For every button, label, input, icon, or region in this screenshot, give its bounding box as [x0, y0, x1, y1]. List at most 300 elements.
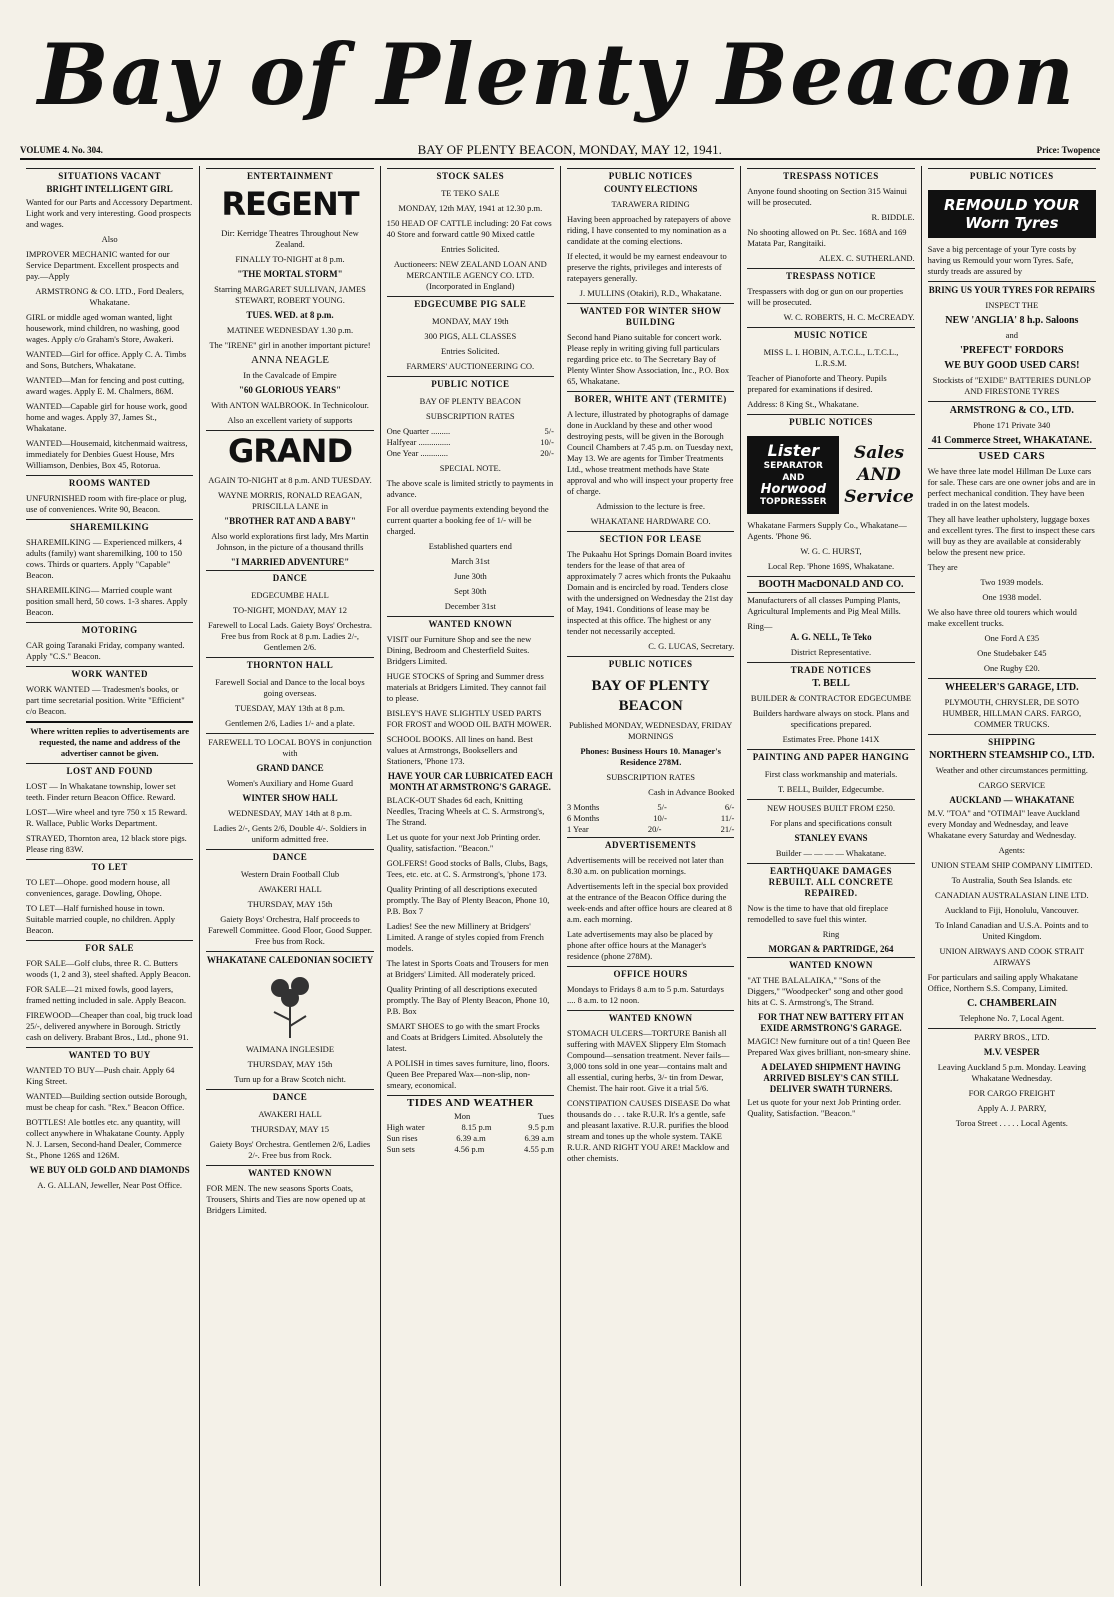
tide-value: 4.56 p.m	[454, 1144, 485, 1154]
ad-text: A POLISH in times saves furniture, lino, floors. Queen Bee Prepared Wax—non-slip, non-smeary, economical.	[386, 1058, 550, 1090]
lister-product: TOPDRESSER	[760, 497, 827, 507]
horwood-brand: Horwood	[760, 482, 827, 497]
section-heading: WANTED KNOWN	[567, 1010, 734, 1026]
ad-text: Builder — — — — Whakatane.	[775, 848, 887, 858]
ad-heading: T. BELL	[812, 678, 850, 689]
ad-heading: A DELAYED SHIPMENT HAVING ARRIVED BISLEY'S CAN STILL DELIVER SWATH TURNERS.	[761, 1062, 901, 1094]
column-entertainment	[200, 166, 380, 1586]
ad-text: Turn up for a Braw Scotch nicht.	[234, 1074, 346, 1084]
rate-row	[567, 824, 734, 835]
ad-text: LOST—Wire wheel and tyre 750 x 15 Reward. R. Wallace, Public Works Department.	[26, 807, 188, 828]
rate-value: 20/-	[540, 448, 554, 458]
ad-text: Quality Printing of all descriptions executed promptly. The Bay of Plenty Beacon, Phone 10, P.B. Box	[386, 984, 550, 1016]
column-situations	[20, 166, 200, 1586]
ad-text: The latest in Sports Coats and Trousers for men at Bridgers' Limited. All moderately priced.	[386, 958, 549, 979]
ad-text: FIREWOOD—Cheaper than coal, big truck load 25/-, delivered anywhere in Borough. Strictly cash on delivery. Brabant Bros., Ltd., phone 91.	[26, 1010, 193, 1042]
section-heading: OFFICE HOURS	[567, 966, 734, 982]
ad-text: Whakatane Farmers Supply Co., Whakatane— Agents. 'Phone 96.	[747, 520, 907, 541]
ad-heading: WE BUY OLD GOLD AND DIAMONDS	[29, 1165, 190, 1175]
masthead	[0, 18, 1114, 130]
ad-text: AWAKERI HALL	[258, 1109, 322, 1119]
ad-text: WANTED—Housemaid, kitchenmaid waitress, immediately for Denbies Guest House, Mrs Williamson, Denbies, Box 45, Rotorua.	[26, 438, 188, 470]
ad-text: WEDNESDAY, MAY 14th at 8 p.m.	[227, 808, 353, 818]
section-heading: SECTION FOR LEASE	[567, 531, 734, 547]
ad-text: FOR MEN. The new seasons Sports Coats, Trousers, Shirts and Ties are now opened up at Bridgers Limited.	[206, 1183, 366, 1215]
ad-text: With ANTON WALBROOK. In Technicolour.	[211, 400, 369, 410]
ad-text: The above scale is limited strictly to payments in advance.	[386, 478, 554, 499]
tide-label: Sun rises	[386, 1133, 418, 1143]
ad-text: WHAKATANE HARDWARE CO.	[590, 516, 711, 526]
ad-text: MONDAY, MAY 19th	[432, 316, 509, 326]
ad-heading: GRAND DANCE	[256, 763, 324, 773]
section-heading: WORK WANTED	[26, 666, 193, 682]
ad-text: UNFURNISHED room with fire-place or plug, use of conveniences. Write 90, Beacon.	[26, 493, 187, 514]
ad-text: EDGECUMBE HALL	[251, 590, 329, 600]
ad-text: TARAWERA RIDING	[611, 199, 690, 209]
ad-text: The Pukaahu Hot Springs Domain Board invites tenders for the lease of that area of approximately 7 acres which fronts the Pukaahu Domain and is encircled by road. Tenders close with the undersigned on Wednesday the 21st day of May, 1941. Conditions of lease may be inspected at this office. The highest or any tender not necessarily accepted.	[566, 549, 734, 636]
ad-text: LOST — In Whakatane township, lower set teeth. Finder return Beacon Office. Reward.	[26, 781, 176, 802]
ad-text: Advertisements left in the special box provided at the entrance of the Beacon Office during the week-ends and after office hours are cleared at 8 a.m. each morning.	[566, 881, 733, 924]
section-heading: DANCE	[206, 1089, 373, 1105]
ad-text: CONSTIPATION CAUSES DISEASE Do what thousands do . . . take R.U.R. It's a gentle, safe and pleasant laxative. R.U.R. purifies the blood stream and tones up the whole system. TAKE R.U.R. AND RIGHT YOU ARE! Macklow and other chemists.	[566, 1098, 731, 1163]
rate-label: Halfyear ...............	[386, 437, 451, 447]
ad-text: ARMSTRONG & CO. LTD., Ford Dealers, Whakatane.	[35, 286, 184, 307]
section-heading: STOCK SALES	[387, 168, 554, 184]
section-heading: WANTED KNOWN	[387, 616, 554, 632]
ad-text: BOTTLES! Ale bottles etc. any quantity, will collect anywhere in Whakatane County. Apply N. J. Larsen, Second-hand Dealer, Commerce St., Phone 126S and 126M.	[26, 1117, 185, 1160]
ad-text: Gentlemen 2/6, Ladies 1/- and a plate.	[225, 718, 355, 728]
rate-label: One Quarter .........	[386, 426, 451, 436]
ad-text: Admission to the lecture is free.	[596, 501, 705, 511]
section-heading: TRESPASS NOTICES	[747, 168, 914, 184]
ad-text: Entries Solicited.	[441, 244, 500, 254]
film-title: "THE MORTAL STORM"	[237, 269, 343, 279]
ad-text: SUBSCRIPTION RATES	[426, 411, 515, 421]
ad-text: March 31st	[451, 556, 490, 566]
ad-text: and	[1005, 330, 1018, 340]
ad-text: Late advertisements may also be placed by phone after office hours at the Manager's residence (phone 278M).	[566, 929, 713, 961]
section-heading: DANCE	[206, 849, 373, 865]
ad-text: CANADIAN AUSTRALASIAN LINE LTD.	[935, 890, 1089, 900]
section-heading: EDGECUMBE PIG SALE	[387, 296, 554, 312]
ad-text: STRAYED, Thornton area, 12 black store pigs. Please ring 83W.	[26, 833, 187, 854]
ad-text: Gaiety Boys' Orchestra, Half proceeds to Farewell Committee. Good Floor, Good Supper. Free bus from Rock.	[208, 914, 372, 946]
ad-text: PARRY BROS., LTD.	[928, 1028, 1096, 1043]
lister-ad	[747, 436, 914, 514]
ad-text: TUESDAY, MAY 13th at 8 p.m.	[235, 703, 345, 713]
ad-text: J. MULLINS (Otakiri), R.D., Whakatane.	[579, 288, 722, 298]
ad-text: Ladies 2/-, Gents 2/6, Double 4/-. Soldiers in uniform admitted free.	[213, 823, 367, 844]
ad-text: Also	[101, 234, 118, 244]
ad-heading: M.V. VESPER	[983, 1047, 1040, 1057]
rate-row	[387, 437, 554, 448]
ad-text: UNION AIRWAYS AND COOK STRAIT AIRWAYS	[939, 946, 1085, 967]
ad-text: TE TEKO SALE	[441, 188, 500, 198]
ad-heading: WE BUY GOOD USED CARS!	[944, 360, 1080, 371]
ad-text: Gaiety Boys' Orchestra. Gentlemen 2/6, Ladies 2/-. Free bus from Rock.	[209, 1139, 371, 1160]
ad-text: Western Drain Football Club	[240, 869, 340, 879]
ad-text: MONDAY, 12th MAY, 1941 at 12.30 p.m.	[398, 203, 543, 213]
sales-service-logo: Sales AND Service	[844, 443, 914, 507]
ad-text: One Rugby £20.	[983, 663, 1040, 673]
volume-number: VOLUME 4. No. 304.	[20, 145, 103, 155]
ad-text: VISIT our Furniture Shop and see the new Dining, Bedroom and Chesterfield Suites. Bridgers Limited.	[386, 634, 532, 666]
ad-text: MATINEE WEDNESDAY 1.30 p.m.	[226, 325, 354, 335]
ad-text: TO LET—Ohope. good modern house, all conveniences, garage. Dowling, Ohope.	[26, 877, 171, 898]
tide-value: 4.55 p.m	[523, 1144, 554, 1154]
lister-and: AND	[782, 473, 805, 483]
tide-col: Tues	[537, 1111, 554, 1121]
ad-text: Weather and other circumstances permitting.	[935, 765, 1088, 775]
section-heading: WANTED TO BUY	[26, 1047, 193, 1063]
tide-label: Sun sets	[386, 1144, 415, 1154]
ad-text: Wanted for our Parts and Accessory Department. Light work and very interesting. Good prospects and wages.	[26, 197, 193, 229]
ad-text: Save a big percentage of your Tyre costs by having us Remould your worn Tyres. Safe, sturdy treads are assured by	[927, 244, 1077, 276]
ad-text: For particulars and sailing apply Whakatane Office, Northern S.S. Company, Limited.	[927, 972, 1078, 993]
ad-text: Farewell Social and Dance to the local boys going overseas.	[215, 677, 365, 698]
ad-heading: BRIGHT INTELLIGENT GIRL	[46, 184, 173, 194]
ad-heading: NORTHERN STEAMSHIP CO., LTD.	[929, 750, 1095, 761]
ad-text: Telephone No. 7, Local Agent.	[959, 1013, 1065, 1023]
ad-text: Phone 171 Private 340	[973, 420, 1051, 430]
remould-logo: REMOULD YOUR Worn Tyres	[928, 190, 1096, 238]
regent-logo: REGENT	[221, 185, 359, 223]
rate-value: 10/-	[540, 437, 554, 447]
ad-heading: STANLEY EVANS	[794, 833, 868, 843]
dateline	[20, 142, 1100, 160]
ad-heading: WINTER SHOW HALL	[242, 793, 338, 803]
ad-text: If elected, it would be my earnest endeavour to preserve the rights, privileges and interests of ratepayers generally.	[566, 251, 727, 283]
rate-label: One Year .............	[386, 448, 449, 458]
ad-text: W. G. C. HURST,	[800, 546, 862, 556]
ad-heading: TUES. WED. at 8 p.m.	[246, 310, 334, 320]
section-heading: WANTED KNOWN	[206, 1165, 373, 1181]
ad-text: A lecture, illustrated by photographs of damage done in Auckland by these and other wood destroying pests, will be given in the Borough Council Chambers at 7.45 p.m. on Tuesday next, May 13. We are agents for Timber Treatments Ltd., whose treatment methods have State approval and who will inspect your property free of charge.	[566, 409, 734, 496]
ad-text: Let us quote for your next Job Printing order. Quality, satisfaction. "Beacon."	[386, 832, 541, 853]
ad-text: HUGE STOCKS of Spring and Summer dress materials at Bridgers Limited. They cannot fail to please.	[386, 671, 547, 703]
rate-label: 3 Months	[566, 802, 600, 812]
ad-text: Let us quote for your next Job Printing order. Quality, Satisfaction. "Beacon."	[747, 1097, 902, 1118]
rate-label: 6 Months	[566, 813, 600, 823]
ad-text: Trespassers with dog or gun on our properties will be prosecuted.	[747, 286, 904, 307]
ad-text: THURSDAY, MAY 15th	[247, 1059, 333, 1069]
ad-text: They are	[927, 562, 958, 572]
lister-brand: Lister	[767, 441, 820, 460]
ad-text: District Representative.	[790, 647, 872, 657]
ad-heading: AUCKLAND — WHAKATANE	[949, 795, 1075, 805]
ad-text: We also have three old tourers which would make excellent trucks.	[927, 607, 1077, 628]
column-public-notices	[561, 166, 741, 1586]
ad-text: BLACK-OUT Shades 6d each, Knitting Needles, Tracing Wheels at C. S. Armstrong's, The Strand.	[386, 795, 545, 827]
section-heading: THORNTON HALL	[206, 657, 373, 673]
section-heading: PUBLIC NOTICE	[387, 376, 554, 392]
ad-text: BAY OF PLENTY BEACON	[419, 396, 521, 406]
section-heading: TO LET	[26, 859, 193, 875]
rate-value: 11/-	[720, 813, 735, 823]
tide-value: 6.39 a.m	[456, 1133, 486, 1143]
ad-heading: COUNTY ELECTIONS	[603, 184, 698, 194]
ad-text: Local Rep. 'Phone 169S, Whakatane.	[767, 561, 895, 571]
section-heading: PUBLIC NOTICES	[928, 168, 1096, 184]
section-heading: WANTED FOR WINTER SHOW BUILDING	[567, 303, 734, 330]
section-heading: EARTHQUAKE DAMAGES REBUILT. ALL CONCRETE REPAIRED.	[747, 863, 914, 901]
ad-text: They all have leather upholstery, luggage boxes and excellent tyres. The first to inspect these cars will buy as they are available at considerably below the present new price.	[927, 514, 1095, 557]
lister-logo	[747, 436, 839, 514]
lister-product: SEPARATOR	[763, 461, 823, 471]
rate-value: 20/-	[647, 824, 662, 834]
section-heading: ENTERTAINMENT	[206, 168, 373, 184]
issue-date: BAY OF PLENTY BEACON, MONDAY, MAY 12, 1941.	[417, 142, 722, 157]
ad-text: FINALLY TO-NIGHT at 8 p.m.	[235, 254, 345, 264]
ad-text: Ladies! See the new Millinery at Bridgers' Limited. A range of styles copied from French models.	[386, 921, 544, 953]
ad-text: Advertisements will be received not later than 8.30 a.m. on publication mornings.	[566, 855, 724, 876]
ad-text: MISS L. I. HOBIN, A.T.C.L., L.T.C.L., L.R.S.M.	[763, 347, 899, 368]
ad-text: ALEX. C. SUTHERLAND.	[819, 253, 915, 263]
tide-row	[387, 1144, 554, 1155]
ad-text: TO-NIGHT, MONDAY, MAY 12	[232, 605, 348, 615]
ad-text: WANTED—Man for fencing and post cutting, award wages. Apply E. M. Chalmers, 86M.	[26, 375, 185, 396]
ad-text: WANTED TO BUY—Push chair. Apply 64 King Street.	[26, 1065, 175, 1086]
ad-text: One 1938 model.	[982, 592, 1042, 602]
section-heading: WANTED KNOWN	[747, 957, 914, 973]
ad-text: AWAKERI HALL	[258, 884, 322, 894]
tide-value: 9.5 p.m	[528, 1122, 554, 1132]
tide-row	[387, 1133, 554, 1144]
ad-text: Teacher of Pianoforte and Theory. Pupils prepared for examinations if desired.	[747, 373, 887, 394]
ad-heading: WHAKATANE CALEDONIAN SOCIETY	[206, 951, 373, 966]
price: Price: Twopence	[1036, 145, 1100, 155]
ad-text: Cash in Advance Booked	[648, 787, 735, 797]
section-heading: FOR SALE	[26, 940, 193, 956]
ad-text: STOMACH ULCERS—TORTURE Banish all suffering with MAVEX Slippery Elm Stomach Compound—sensation treatment. Never fails—3,000 tons sold in one year—contains malt and all essential, curing herbs, 3/- tin from Dewar, Chemist. The hair root. Give it a trial 5/6.	[566, 1028, 730, 1093]
column-stock-sales	[381, 166, 561, 1586]
ad-text: BUILDER & CONTRACTOR EDGECUMBE	[750, 693, 912, 703]
tide-value: 6.39 a.m	[524, 1133, 554, 1143]
notice-text: Where written replies to advertisements are requested, the name and address of the advertiser cannot be given.	[26, 721, 193, 759]
ad-text: WAIMANA INGLESIDE	[245, 1044, 335, 1054]
ad-heading: A. G. NELL, Te Teko	[790, 632, 872, 642]
section-heading: TRESPASS NOTICE	[747, 268, 914, 284]
ad-text: C. G. LUCAS, Secretary.	[648, 641, 735, 651]
tide-label: High water	[386, 1122, 425, 1132]
ad-heading: BRING US YOUR TYRES FOR REPAIRS	[928, 281, 1096, 296]
ad-text: Builders hardware always on stock. Plans and specifications prepared.	[752, 708, 910, 729]
beacon-banner: BAY OF PLENTY BEACON	[591, 678, 710, 714]
section-heading: ROOMS WANTED	[26, 475, 193, 491]
rate-row	[567, 813, 734, 824]
ad-text: Leaving Auckland 5 p.m. Monday. Leaving Whakatane Wednesday.	[937, 1062, 1086, 1083]
ad-text: MAGIC! New furniture out of a tin! Queen Bee Prepared Wax gives brilliant, non-smeary shine.	[747, 1036, 911, 1057]
section-heading: PUBLIC NOTICES	[747, 414, 914, 430]
ad-text: Established quarters end	[428, 541, 512, 551]
ad-text: WANTED—Girl for office. Apply C. A. Timbs and Sons, Butchers, Whakatane.	[26, 349, 187, 370]
ad-text: BISLEY'S HAVE SLIGHTLY USED PARTS FOR FROST and WOOD OIL BATH MOWER.	[386, 708, 552, 729]
ad-text: SPECIAL NOTE.	[439, 463, 501, 473]
ad-text: IMPROVER MECHANIC wanted for our Service Department. Excellent prospects and pay.—Apply	[26, 249, 179, 281]
ad-text: One Studebaker £45	[977, 648, 1047, 658]
ad-text: Entries Solicited.	[441, 346, 500, 356]
ad-text: Mondays to Fridays 8 a.m to 5 p.m. Saturdays .... 8 a.m. to 12 noon.	[566, 984, 724, 1005]
section-heading: MUSIC NOTICE	[747, 327, 914, 343]
ad-text: Auckland to Fiji, Honolulu, Vancouver.	[944, 905, 1079, 915]
ad-text: December 31st	[444, 601, 496, 611]
ad-text: Toroa Street . . . . . Local Agents.	[955, 1118, 1068, 1128]
section-heading: DANCE	[206, 570, 373, 586]
ad-text: Agents:	[998, 845, 1026, 855]
ad-text: "AT THE BALALAIKA," "Sons of the Diggers," "Woodpecker" song and other good hits at C. S. Armstrong's, The Strand.	[747, 975, 903, 1007]
section-heading: LOST AND FOUND	[26, 763, 193, 779]
rate-value: 5/-	[657, 802, 667, 812]
ad-text: Ring—	[747, 621, 773, 631]
section-heading: TRADE NOTICES	[747, 662, 914, 678]
tide-value: 8.15 p.m	[461, 1122, 492, 1132]
ad-text: Manufacturers of all classes Pumping Plants, Agricultural Implements and Pig Meal Mills.	[747, 595, 901, 616]
section-heading: MOTORING	[26, 622, 193, 638]
ad-text: R. BIDDLE.	[871, 212, 915, 222]
ad-text: WAYNE MORRIS, RONALD REAGAN, PRISCILLA LANE in	[218, 490, 362, 511]
ad-text: W. C. ROBERTS, H. C. McCREADY.	[783, 312, 915, 322]
ad-text: 300 PIGS, ALL CLASSES	[424, 331, 517, 341]
ad-text: T. BELL, Builder, Edgecumbe.	[778, 784, 884, 794]
ad-text: 150 HEAD OF CATTLE including: 20 Fat cows 40 Store and forward cattle 90 Mixed cattle	[386, 218, 552, 239]
ad-heading: NEW 'ANGLIA' 8 h.p. Saloons	[945, 315, 1079, 326]
tide-header	[387, 1111, 554, 1122]
ad-text: UNION STEAM SHIP COMPANY LIMITED.	[931, 860, 1093, 870]
ad-text: PLYMOUTH, CHRYSLER, DE SOTO HUMBER, HILLMAN CARS. FARGO, COMMER TRUCKS.	[942, 697, 1082, 729]
ad-text: Farewell to Local Lads. Gaiety Boys' Orchestra. Free bus from Rock at 8 p.m. Ladies 2/-, Gentlemen 2/6.	[208, 620, 372, 652]
ad-text: Also world explorations first lady, Mrs Martin Johnson, in the picture of a thousand thrills	[211, 531, 369, 552]
tide-row	[387, 1122, 554, 1133]
ad-heading: WHEELER'S GARAGE, LTD.	[928, 678, 1096, 693]
ad-heading: C. CHAMBERLAIN	[967, 998, 1057, 1009]
ad-text: AGAIN TO-NIGHT at 8 p.m. AND TUESDAY.	[208, 475, 372, 485]
ad-heading: 'PREFECT' FORDORS	[960, 345, 1064, 356]
ad-text: Also an excellent variety of supports	[227, 415, 353, 425]
ad-text: Quality Printing of all descriptions executed promptly. The Bay of Plenty Beacon, Phone 10, P.B. Box 7	[386, 884, 550, 916]
film-title: "BROTHER RAT AND A BABY"	[224, 516, 356, 526]
ad-text: Stockists of "EXIDE" BATTERIES DUNLOP AND FIRESTONE TYRES	[932, 375, 1091, 396]
rate-value: 21/-	[720, 824, 735, 834]
ad-heading: ARMSTRONG & CO., LTD.	[928, 401, 1096, 416]
rate-row	[387, 448, 554, 459]
ad-text: To Australia, South Sea Islands. etc	[951, 875, 1073, 885]
rate-value: 5/-	[544, 426, 554, 436]
ad-text: To Inland Canadian and U.S.A. Points and to United Kingdom.	[935, 920, 1089, 941]
ad-text: WANTED—Capable girl for house work, good home and wages. Apply 37, James St., Whakatane.	[26, 401, 187, 433]
section-heading: ADVERTISEMENTS	[567, 837, 734, 853]
section-heading: TIDES AND WEATHER	[387, 1095, 554, 1111]
ad-text: SMART SHOES to go with the smart Frocks and Coats at Bridgers Limited. Absolutely the latest.	[386, 1021, 543, 1053]
rate-label: 1 Year	[566, 824, 589, 834]
thistle-icon	[260, 970, 320, 1040]
section-heading: PAINTING AND PAPER HANGING	[747, 749, 914, 765]
ad-text: Women's Auxiliary and Home Guard	[227, 778, 353, 788]
ad-text: In the Cavalcade of Empire	[243, 370, 337, 380]
ad-text: A. G. ALLAN, Jeweller, Near Post Office.	[37, 1180, 182, 1190]
ad-text: One Ford A £35	[984, 633, 1040, 643]
newspaper-title: Bay of Plenty Beacon	[37, 24, 1077, 124]
ad-text: M.V. "TOA" and "OTIMAI" leave Auckland every Monday and Wednesday, and leave Whakatane every Saturday and Wednesday.	[927, 808, 1080, 840]
ad-text: Two 1939 models.	[980, 577, 1044, 587]
column-trespass	[741, 166, 921, 1586]
ad-text: Estimates Free. Phone 141X	[782, 734, 880, 744]
rate-row	[567, 802, 734, 813]
ad-text: WORK WANTED — Tradesmen's books, or part time secretarial position. Write "Efficient" c/o Beacon.	[26, 684, 185, 716]
rate-value: 10/-	[653, 813, 667, 823]
ad-text: Sept 30th	[454, 586, 487, 596]
ad-text: Ring	[822, 929, 840, 939]
tide-col: Mon	[454, 1111, 471, 1121]
film-title: "I MARRIED ADVENTURE"	[230, 557, 350, 567]
ad-text: GOLFERS! Good stocks of Balls, Clubs, Bags, Tees, etc. etc. at C. S. Armstrong's, 'phone 173.	[386, 858, 548, 879]
ad-text: NEW HOUSES BUILT FROM £250.	[747, 799, 914, 814]
ad-text: Having been approached by ratepayers of above riding, I have consented to my nomination as a candidate at the coming elections.	[566, 214, 731, 246]
column-motoring-shipping	[922, 166, 1102, 1586]
columns	[20, 166, 1102, 1586]
ad-heading: FOR THAT NEW BATTERY FIT AN EXIDE ARMSTRONG'S GARAGE.	[758, 1012, 904, 1033]
ad-text: GIRL or middle aged woman wanted, light housework, mind children, no washing, good wages. Apply c/o Graham's Store, Awakeri.	[26, 312, 180, 344]
ad-text: First class workmanship and materials.	[764, 769, 898, 779]
ad-text: Published MONDAY, WEDNESDAY, FRIDAY MORNINGS	[569, 720, 733, 741]
ad-text: Starring MARGARET SULLIVAN, JAMES STEWART, ROBERT YOUNG.	[214, 284, 366, 305]
section-heading: BORER, WHITE ANT (TERMITE)	[567, 391, 734, 407]
film-title: "60 GLORIOUS YEARS"	[238, 385, 342, 395]
section-heading: PUBLIC NOTICES	[567, 168, 734, 184]
ad-text: Auctioneers: NEW ZEALAND LOAN AND MERCANTILE AGENCY CO. LTD. (Incorporated in England)	[393, 259, 547, 291]
ad-text: CARGO SERVICE	[978, 780, 1046, 790]
ad-text: CAR going Taranaki Friday, company wanted. Apply "C.S." Beacon.	[26, 640, 185, 661]
ad-text: TO LET—Half furnished house in town. Suitable married couple, no children. Apply Beacon.	[26, 903, 175, 935]
ad-heading: 41 Commerce Street, WHAKATANE.	[931, 435, 1093, 446]
rate-value: 6/-	[724, 802, 735, 812]
ad-text: Apply A. J. PARRY,	[977, 1103, 1047, 1113]
ad-text: SHAREMILKING — Experienced milkers, 4 adults (family) want sharemilking, 100 to 150 cows. Thirds or quarters. Apply "Capable" Beacon.	[26, 537, 183, 580]
ad-text: SHAREMILKING— Married couple want position small herd, 50 cows. 1-3 shares. Apply Beacon.	[26, 585, 188, 617]
ad-text: We have three late model Hillman De Luxe cars for sale. These cars are one owner jobs and are in perfect mechanical condition. They have been traded in on the latest models.	[927, 466, 1096, 509]
ad-text: Now is the time to have that old fireplace remodelled to save fuel this winter.	[747, 903, 889, 924]
ad-text: Second hand Piano suitable for concert work. Please reply in writing giving full particulars regarding price etc. to The Secretary Bay of Plenty Winter Show Association, Inc., P.O. Box 65, Whakatane.	[566, 332, 730, 386]
ad-text: June 30th	[453, 571, 487, 581]
ad-text: FOR SALE—21 mixed fowls, good layers, framed netting included in sale. Apply Beacon.	[26, 984, 187, 1005]
section-heading: PUBLIC NOTICES	[567, 656, 734, 672]
ad-text: The "IRENE" girl in another important picture!	[209, 340, 371, 350]
ad-text: Dir: Kerridge Theatres Throughout New Zealand.	[221, 228, 359, 249]
ad-text: THURSDAY, MAY 15th	[247, 899, 333, 909]
section-heading: SHIPPING	[928, 734, 1096, 750]
ad-text: SUBSCRIPTION RATES	[606, 772, 695, 782]
section-heading: SHAREMILKING	[26, 519, 193, 535]
rate-row	[387, 426, 554, 437]
actor-name: ANNA NEAGLE	[251, 354, 329, 366]
grand-logo: GRAND	[206, 430, 373, 471]
ad-heading: HAVE YOUR CAR LUBRICATED EACH MONTH AT ARMSTRONG'S GARAGE.	[387, 771, 553, 792]
ad-text: Address: 8 King St., Whakatane.	[747, 399, 859, 409]
ad-text: SCHOOL BOOKS. All lines on hand. Best values at Armstrongs, Booksellers and Stationers, 'Phone 173.	[386, 734, 533, 766]
section-heading: SITUATIONS VACANT	[26, 168, 193, 184]
ad-text: THURSDAY, MAY 15	[250, 1124, 329, 1134]
section-heading: USED CARS	[928, 448, 1096, 464]
ad-text: For plans and specifications consult	[770, 818, 892, 828]
ad-heading: MORGAN & PARTRIDGE, 264	[768, 944, 894, 954]
ad-heading: BOOTH MacDONALD AND CO.	[747, 576, 914, 593]
ad-text: INSPECT THE	[985, 300, 1039, 310]
ad-text: Anyone found shooting on Section 315 Wainui will be prosecuted.	[747, 186, 908, 207]
ad-text: No shooting allowed on Pt. Sec. 168A and 169 Matata Par, Rangitaiki.	[747, 227, 907, 248]
ad-text: Phones: Business Hours 10. Manager's Residence 278M.	[580, 746, 721, 767]
ad-text: FAREWELL TO LOCAL BOYS in conjunction with	[206, 733, 373, 759]
ad-text: FOR CARGO FREIGHT	[968, 1088, 1056, 1098]
ad-text: FARMERS' AUCTIONEERING CO.	[406, 361, 535, 371]
